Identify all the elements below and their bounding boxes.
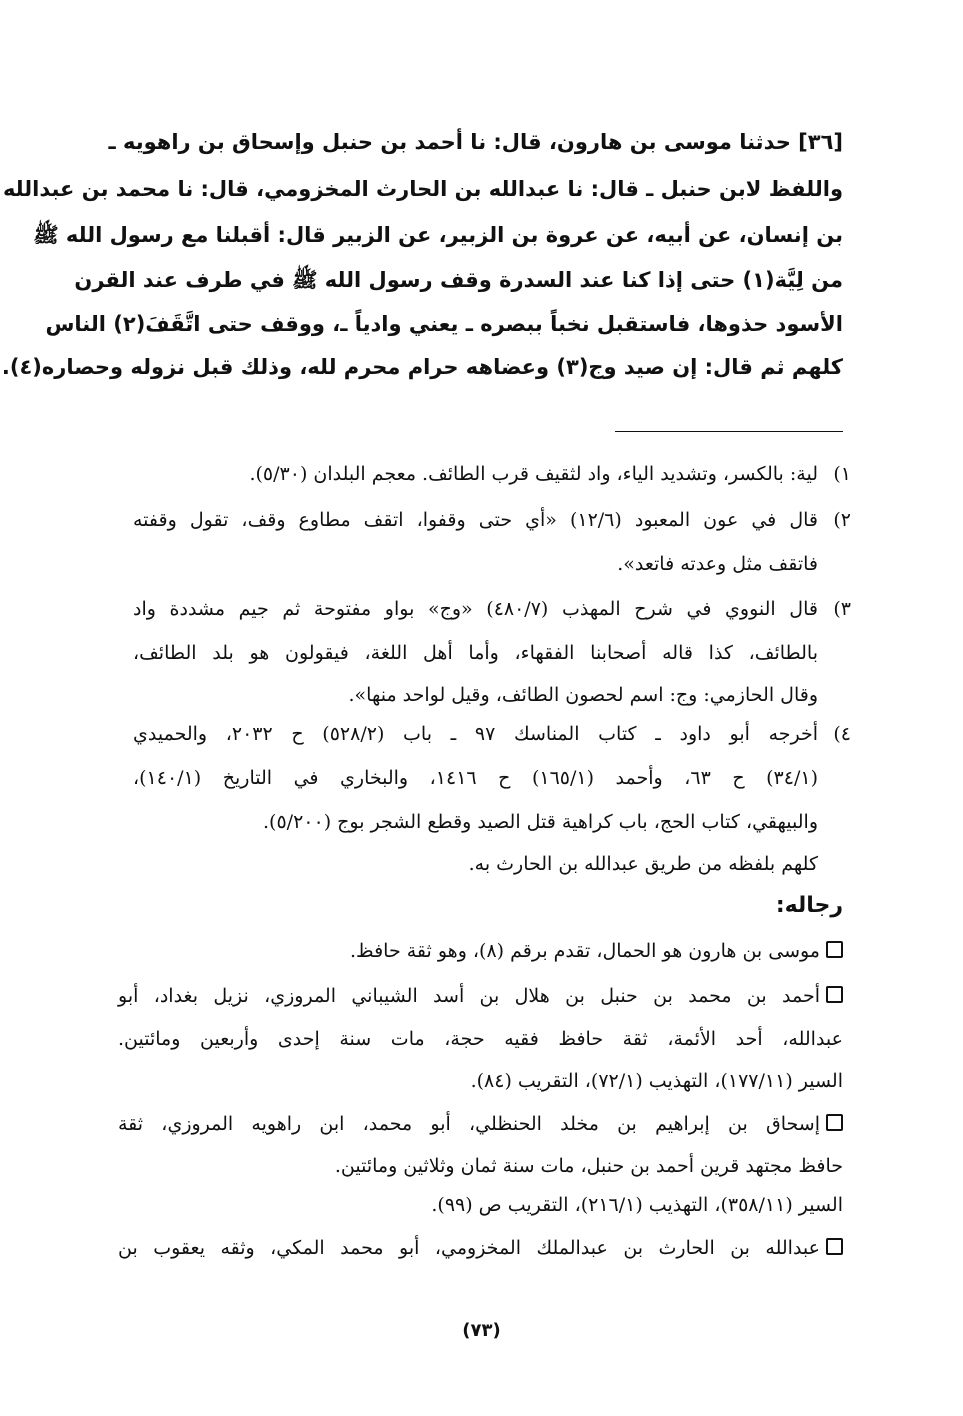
footnote-line: قال في عون المعبود (١٢/٦) «أي حتى وقفوا، اتقف مطاوع وقف، تقول وقفته [133, 509, 818, 531]
narrator-line: السير (١٧٧/١١)، التهذيب (٧٢/١)، التقريب (٨٤). [470, 1070, 843, 1092]
footnote-number: ١) [833, 463, 851, 485]
footnote-line: كلهم بلفظه من طريق عبدالله بن الحارث به. [468, 853, 818, 875]
narrator-entry [118, 940, 843, 962]
hadith-line: بن إنسان، عن أبيه، عن عروة بن الزبير، عن الزبير قال: أقبلنا مع رسول الله ﷺ [33, 223, 843, 247]
narrator-entry [118, 985, 843, 1007]
footnote-number: ٣) [833, 598, 851, 620]
checkbox-square-icon [826, 941, 843, 958]
checkbox-square-icon [826, 1114, 843, 1131]
narrator-text: موسى بن هارون هو الحمال، تقدم برقم (٨)، وهو ثقة حافظ. [350, 940, 820, 962]
narrator-text: أحمد بن محمد بن حنبل بن هلال بن أسد الشيباني المروزي، نزيل بغداد، أبو [118, 985, 820, 1007]
hadith-line: [٣٦] حدثنا موسى بن هارون، قال: نا أحمد بن حنبل وإسحاق بن راهويه ـ [108, 130, 843, 154]
hadith-line: كلهم ثم قال: إن صيد وج(٣) وعضاهه حرام محرم لله، وذلك قبل نزوله وحصاره(٤). [1, 355, 843, 379]
footnote-line: والبيهقي، كتاب الحج، باب كراهية قتل الصيد وقطع الشجر بوج (٥/٢٠٠). [263, 811, 818, 833]
footnote-line: لية: بالكسر، وتشديد الياء، واد لثقيف قرب الطائف. معجم البلدان (٥/٣٠). [249, 463, 818, 485]
narrator-entry [118, 1113, 843, 1135]
checkbox-square-icon [826, 1238, 843, 1255]
narrator-line: السير (٣٥٨/١١)، التهذيب (٢١٦/١)، التقريب ص (٩٩). [431, 1194, 843, 1216]
narrator-entry [118, 1237, 843, 1259]
footnote-line: (٣٤/١) ح ٦٣، وأحمد (١٦٥/١) ح ١٤١٦، والبخاري في التاريخ (١٤٠/١)، [133, 767, 818, 789]
footnote-number: ٢) [833, 509, 851, 531]
narrator-line: حافظ مجتهد قرين أحمد بن حنبل، مات سنة ثمان وثلاثين ومائتين. [334, 1155, 843, 1177]
footnote-line: بالطائف، كذا قاله أصحابنا الفقهاء، وأما أهل اللغة، فيقولون هو بلد الطائف، [133, 642, 818, 664]
footnote-line: قال النووي في شرح المهذب (٤٨٠/٧) «وج» بواو مفتوحة ثم جيم مشددة واد [133, 598, 818, 620]
hadith-line: من لِيَّة(١) حتى إذا كنا عند السدرة وقف رسول الله ﷺ في طرف عند القرن [74, 268, 843, 292]
hadith-line: واللفظ لابن حنبل ـ قال: نا عبدالله بن الحارث المخزومي، قال: نا محمد بن عبدالله [2, 177, 843, 201]
footnote-line: أخرجه أبو داود ـ كتاب المناسك ٩٧ ـ باب (٥٢٨/٢) ح ٢٠٣٢، والحميدي [133, 723, 819, 745]
narrator-text: إسحاق بن إبراهيم بن مخلد الحنظلي، أبو محمد، ابن راهويه المروزي، ثقة [118, 1113, 820, 1135]
footnote-line: فاتقف مثل وعدته فاتعد». [617, 553, 818, 575]
narrators-title: رجاله: [775, 893, 843, 918]
hadith-line: الأسود حذوها، فاستقبل نخباً ببصره ـ يعني وادياً ـ، ووقف حتى اتَّقَفَ(٢) الناس [45, 312, 843, 336]
footnote-divider [615, 431, 843, 432]
footnote-line: وقال الحازمي: وج: اسم لحصون الطائف، وقيل لواحد منها». [348, 684, 818, 706]
narrator-line: عبدالله، أحد الأئمة، ثقة حافظ فقيه حجة، مات سنة إحدى وأربعين ومائتين. [118, 1028, 843, 1050]
footnote-number: ٤) [833, 723, 851, 745]
checkbox-square-icon [826, 986, 843, 1003]
narrator-text: عبدالله بن الحارث بن عبدالملك المخزومي، أبو محمد المكي، وثقه يعقوب بن [118, 1237, 820, 1259]
page-number: (٧٣) [462, 1320, 501, 1341]
